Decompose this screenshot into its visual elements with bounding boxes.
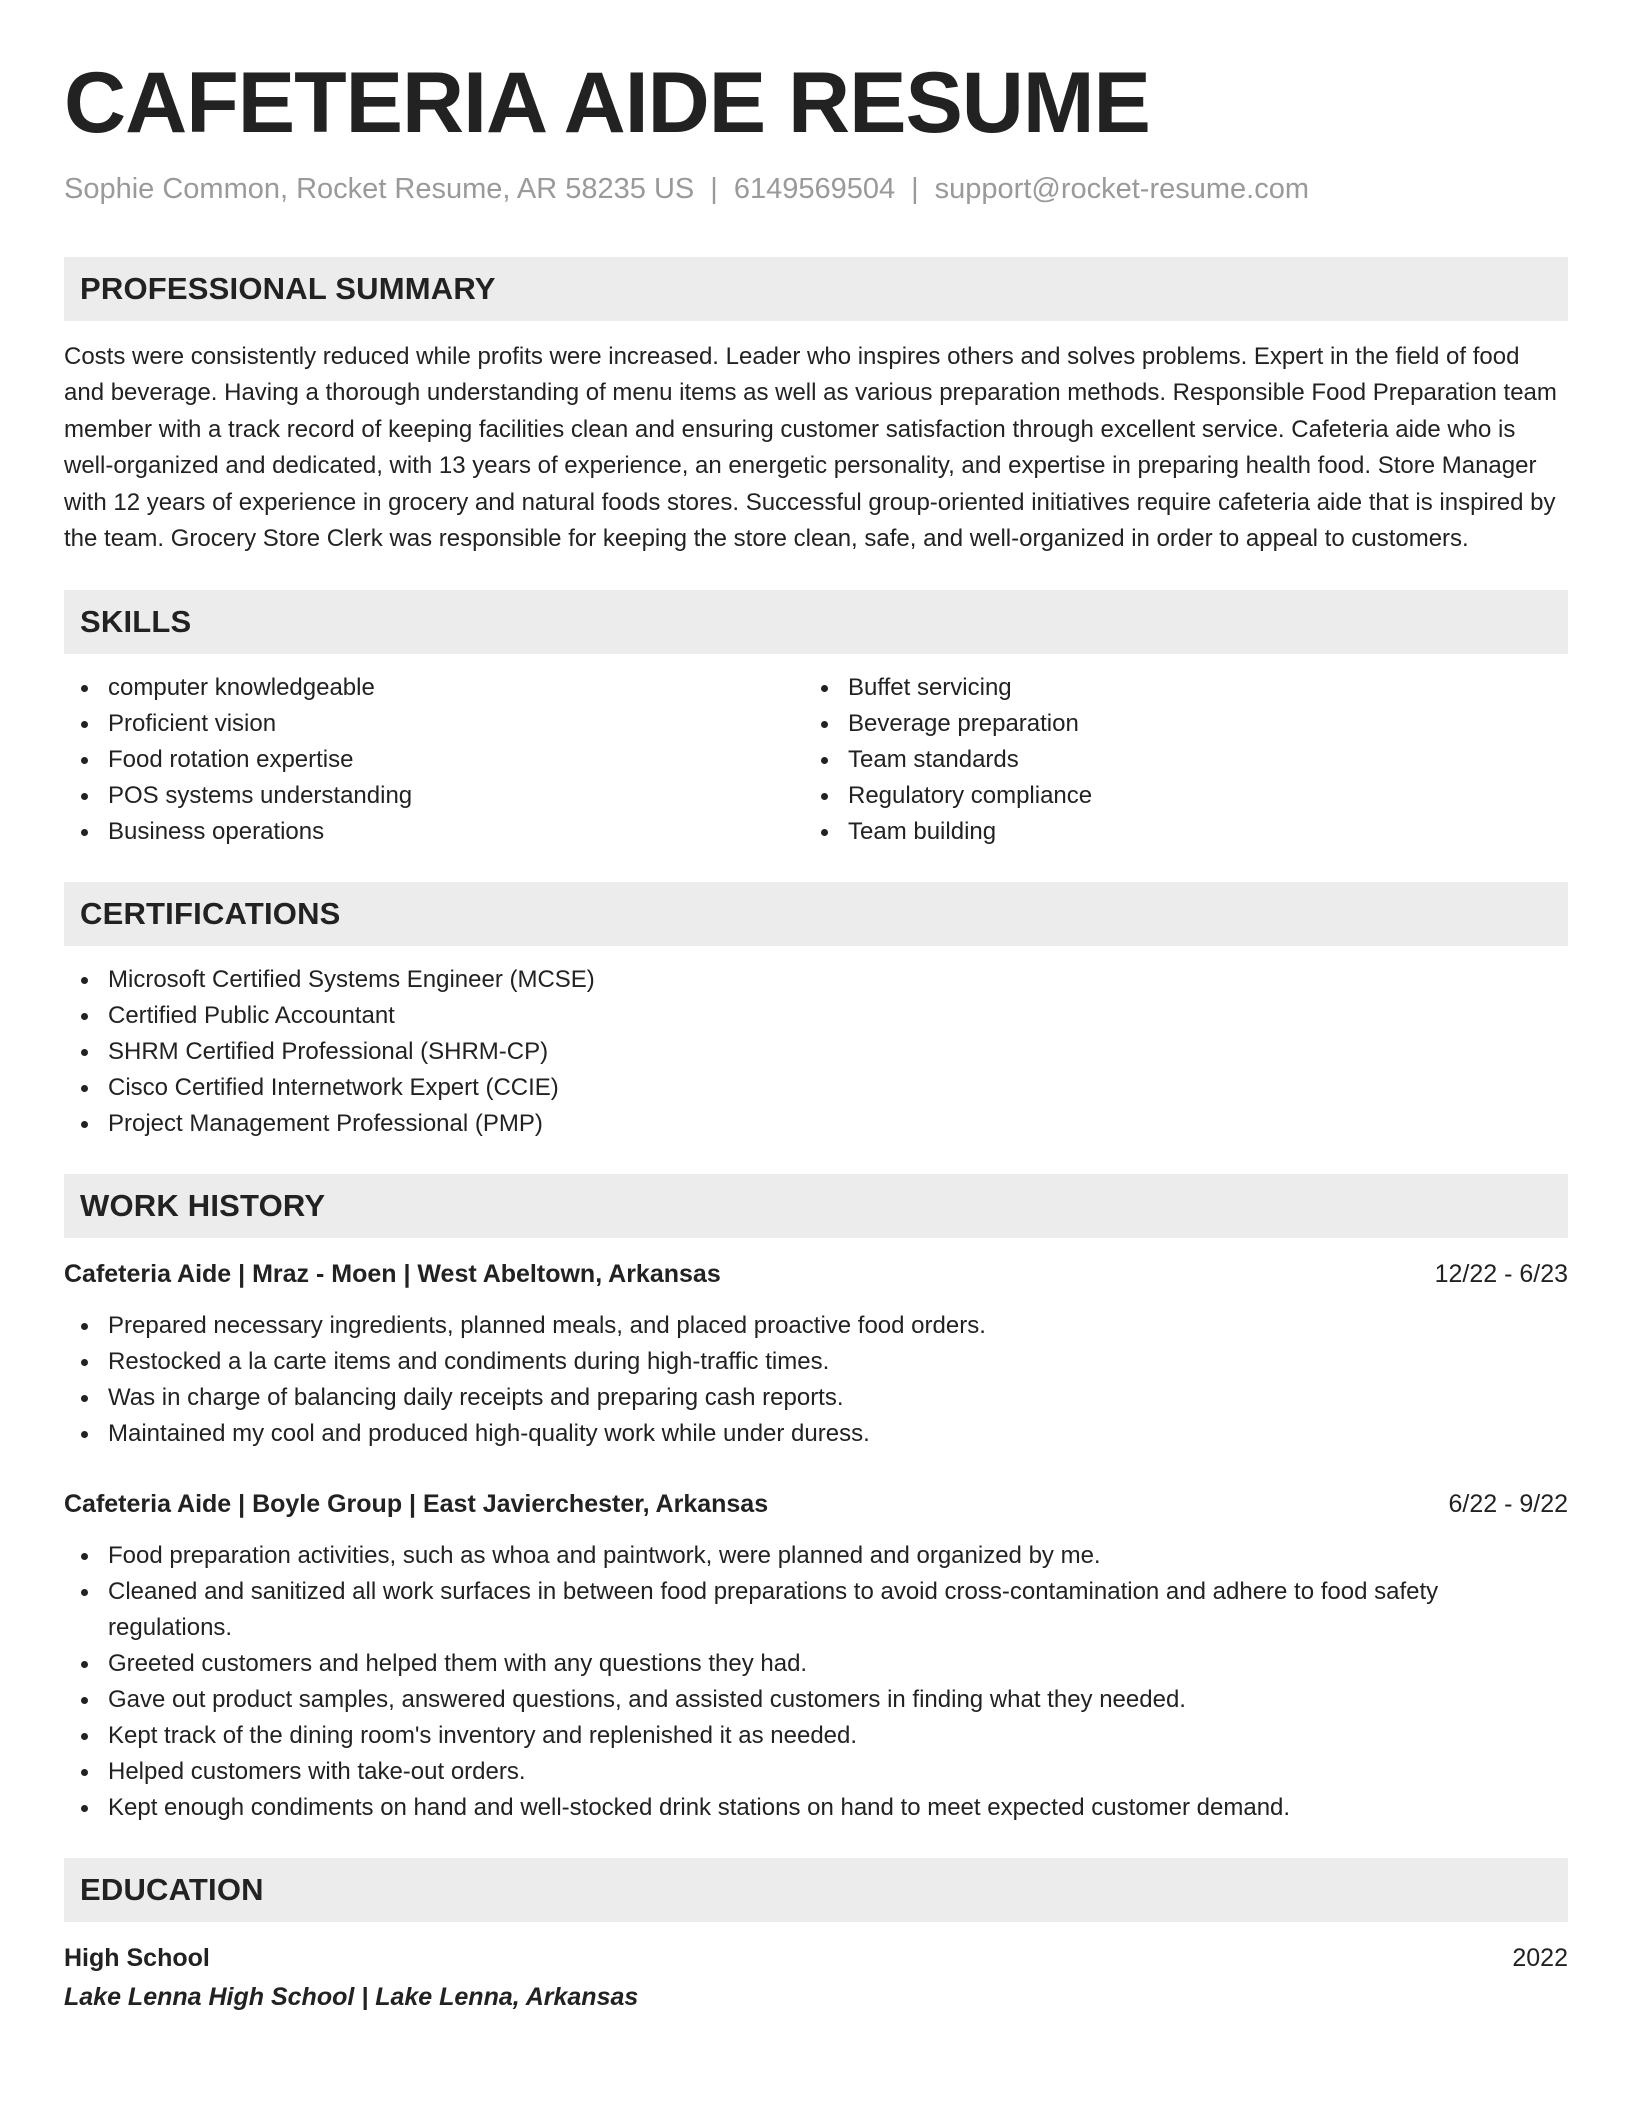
skills-heading: SKILLS (64, 590, 1568, 654)
job-bullet: Greeted customers and helped them with any questions they had. (64, 1646, 1568, 1682)
skill-item: Team building (804, 814, 1544, 850)
skill-item: Buffet servicing (804, 670, 1544, 706)
certification-item: Project Management Professional (PMP) (64, 1106, 1568, 1142)
education-year: 2022 (1512, 1943, 1568, 1972)
job-bullet: Prepared necessary ingredients, planned meals, and placed proactive food orders. (64, 1308, 1568, 1344)
skills-grid (64, 670, 1568, 850)
job-bullet: Cleaned and sanitized all work surfaces in between food preparations to avoid cross-contamination and adhere to food safety regulations. (64, 1574, 1568, 1646)
contact-phone: 6149569504 (733, 173, 896, 205)
skill-item: Business operations (64, 814, 804, 850)
work-history-section (64, 1174, 1568, 1826)
certifications-section (64, 882, 1568, 1142)
skills-list-right (804, 670, 1544, 850)
job-bullet: Restocked a la carte items and condiments during high-traffic times. (64, 1344, 1568, 1380)
job-bullet: Was in charge of balancing daily receipts and preparing cash reports. (64, 1380, 1568, 1416)
skills-list-left (64, 670, 804, 850)
job-dates: 12/22 - 6/23 (1434, 1259, 1568, 1288)
job-bullets (64, 1538, 1568, 1826)
summary-text: Costs were consistently reduced while profits were increased. Leader who inspires others and solves problems. Expert in the field of food and beverage. Having a thorough understanding of menu items as well as various preparation methods. Responsible Food Preparation team member with a track record of keeping facilities clean and ensuring customer satisfaction through excellent service. Cafeteria aide who is well-organized and dedicated, with 13 years of experience, an energetic personality, and expertise in preparing health food. Store Manager with 12 years of experience in grocery and natural foods stores. Successful group-oriented initiatives require cafeteria aide that is inspired by the team. Grocery Store Clerk was responsible for keeping the store clean, safe, and well-organized in order to appeal to customers. (64, 342, 1557, 553)
job-bullet: Kept track of the dining room's inventory and replenished it as needed. (64, 1718, 1568, 1754)
job-title: Cafeteria Aide | Boyle Group | East Javierchester, Arkansas (64, 1489, 769, 1518)
education-section (64, 1858, 1568, 2015)
job-bullet: Helped customers with take-out orders. (64, 1754, 1568, 1790)
education-school: Lake Lenna High School | Lake Lenna, Arkansas (64, 1982, 639, 2011)
certifications-list (64, 962, 1568, 1142)
job-bullet: Kept enough condiments on hand and well-stocked drink stations on hand to meet expected customer demand. (64, 1790, 1568, 1826)
job-dates: 6/22 - 9/22 (1448, 1489, 1568, 1518)
certification-item: Microsoft Certified Systems Engineer (MCSE) (64, 962, 1568, 998)
contact-line (64, 172, 1568, 207)
contact-separator: | (911, 173, 919, 205)
job-header (64, 1486, 1568, 1522)
education-degree: High School (64, 1943, 210, 1972)
contact-separator: | (710, 173, 718, 205)
job-header (64, 1256, 1568, 1292)
education-header (64, 1940, 1568, 1976)
skill-item: Beverage preparation (804, 706, 1544, 742)
resume-title: CAFETERIA AIDE RESUME (64, 55, 1150, 151)
skill-item: Food rotation expertise (64, 742, 804, 778)
job-bullet: Food preparation activities, such as whoa and paintwork, were planned and organized by me. (64, 1538, 1568, 1574)
work-history-heading: WORK HISTORY (64, 1174, 1568, 1238)
certification-item: SHRM Certified Professional (SHRM-CP) (64, 1034, 1568, 1070)
skills-section (64, 590, 1568, 850)
job-bullets (64, 1308, 1568, 1452)
certification-item: Certified Public Accountant (64, 998, 1568, 1034)
skill-item: Proficient vision (64, 706, 804, 742)
job-bullet: Gave out product samples, answered questions, and assisted customers in finding what they needed. (64, 1682, 1568, 1718)
contact-address: Sophie Common, Rocket Resume, AR 58235 US (64, 173, 695, 205)
contact-email: support@rocket-resume.com (934, 173, 1309, 205)
skill-item: POS systems understanding (64, 778, 804, 814)
skill-item: Team standards (804, 742, 1544, 778)
job-bullet: Maintained my cool and produced high-quality work while under duress. (64, 1416, 1568, 1452)
education-heading: EDUCATION (64, 1858, 1568, 1922)
summary-heading: PROFESSIONAL SUMMARY (64, 257, 1568, 321)
certifications-heading: CERTIFICATIONS (64, 882, 1568, 946)
job-title: Cafeteria Aide | Mraz - Moen | West Abeltown, Arkansas (64, 1259, 721, 1288)
skill-item: Regulatory compliance (804, 778, 1544, 814)
certification-item: Cisco Certified Internetwork Expert (CCIE) (64, 1070, 1568, 1106)
skill-item: computer knowledgeable (64, 670, 804, 706)
